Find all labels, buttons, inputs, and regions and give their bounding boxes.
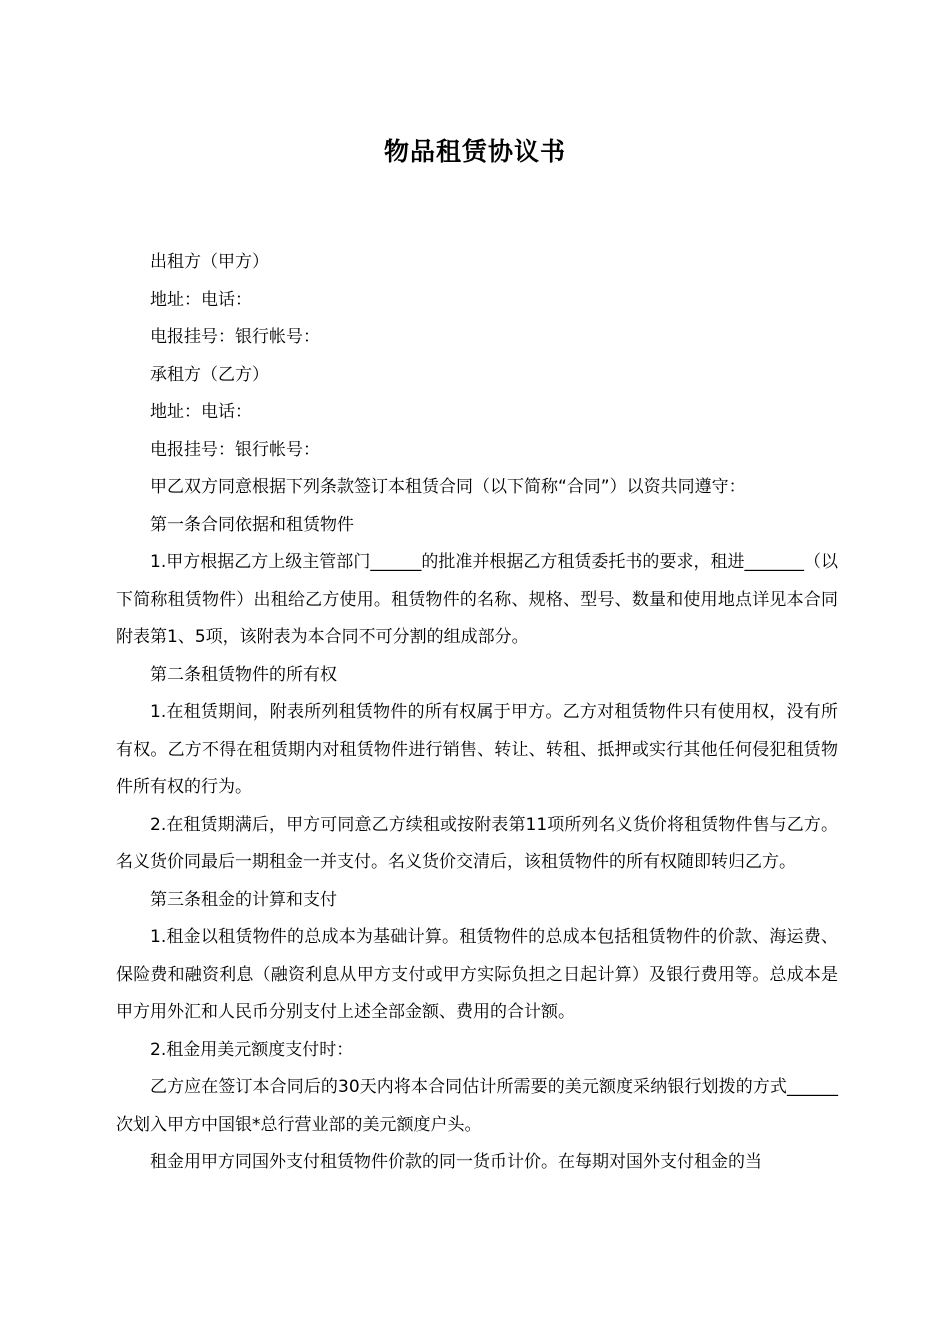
document-body [116,244,838,1182]
article-1-clause-1: 1.甲方根据乙方上级主管部门______的批准并根据乙方租赁委托书的要求，租进_______（以下简称租赁物件）出租给乙方使用。租赁物件的名称、规格、型号、数量和使用地点详见本合同附表第1、5项，该附表为本合同不可分割的组成部分。 [116,552,838,647]
lessor-address-phone: 地址：电话： [150,289,252,310]
document-title: 物品租赁协议书 [383,137,566,166]
article-3-pricing-paragraph: 租金用甲方同国外支付租赁物件价款的同一货币计价。在每期对国外支付租金的当 [150,1152,762,1172]
lessee-address-phone: 地址：电话： [150,402,252,422]
article-3-clause-2-detail: 乙方应在签订本合同后的30天内将本合同估计所需要的美元额度采纳银行划拨的方式______次划入甲方中国银*总行营业部的美元额度户头。 [116,1077,838,1135]
article-3-clause-2: 2.租金用美元额度支付时： [150,1039,354,1060]
article-2-clause-2: 2.在租赁期满后，甲方可同意乙方续租或按附表第11项所列名义货价将租赁物件售与乙方。名义货价同最后一期租金一并支付。名义货价交清后，该租赁物件的所有权随即转归乙方。 [116,814,838,872]
article-3-clause-1: 1.租金以租赁物件的总成本为基础计算。租赁物件的总成本包括租赁物件的价款、海运费、保险费和融资利息（融资利息从甲方支付或甲方实际负担之日起计算）及银行费用等。总成本是甲方用外汇和人民币分别支付上述全部金额、费用的合计额。 [116,927,838,1022]
article-2-heading: 第二条租赁物件的所有权 [150,664,337,685]
lessee-telegram-bank: 电报挂号：银行帐号： [150,439,320,460]
agreement-preamble: 甲乙双方同意根据下列条款签订本租赁合同（以下简称“合同”）以资共同遵守： [150,477,746,497]
lessee-heading: 承租方（乙方） [150,364,269,385]
lessor-telegram-bank: 电报挂号：银行帐号： [150,327,320,347]
article-2-clause-1: 1.在租赁期间，附表所列租赁物件的所有权属于甲方。乙方对租赁物件只有使用权，没有所有权。乙方不得在租赁期内对租赁物件进行销售、转让、转租、抵押或实行其他任何侵犯租赁物件所有权的行为。 [116,702,838,797]
article-1-heading: 第一条合同依据和租赁物件 [150,514,354,535]
article-3-heading: 第三条租金的计算和支付 [150,889,337,910]
lessor-heading: 出租方（甲方） [150,252,269,272]
